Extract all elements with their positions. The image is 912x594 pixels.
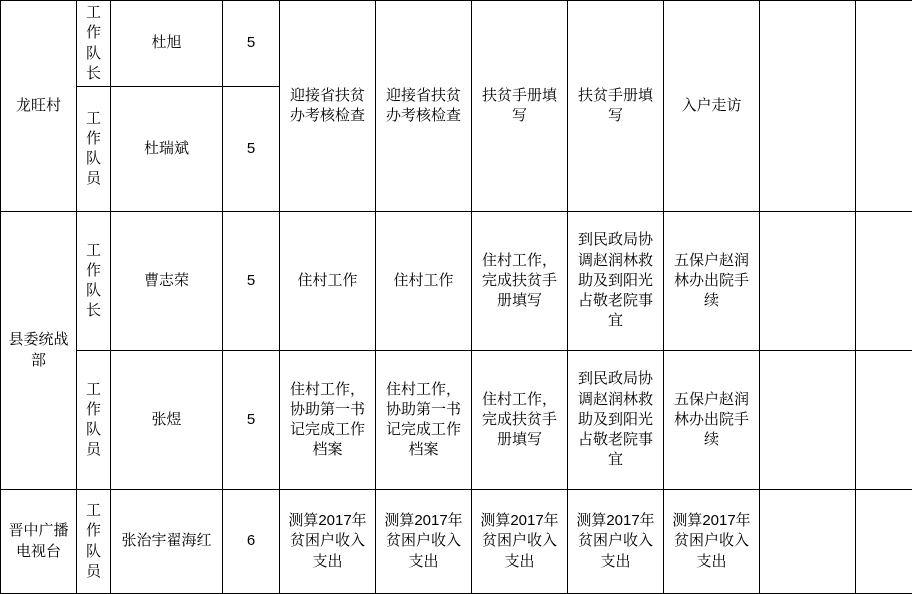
row-task-cell-1: 住村工作	[280, 212, 376, 351]
row-task-cell-5: 五保户赵润林办出院手续	[664, 212, 760, 351]
row-name-cell: 张煜	[111, 351, 223, 490]
table-row	[1, 490, 912, 594]
row-unit-cell: 龙旺村	[1, 1, 77, 212]
row-name-cell: 杜旭	[111, 1, 223, 87]
row-days-cell: 5	[223, 1, 280, 87]
row-task-cell-7	[856, 351, 912, 490]
row-task-cell-3: 住村工作，完成扶贫手册填写	[472, 351, 568, 490]
row-task-cell-3: 扶贫手册填写	[472, 1, 568, 212]
row-task-cell-2: 迎接省扶贫办考核检查	[376, 1, 472, 212]
row-role-cell: 工作队员	[77, 87, 111, 212]
row-days-cell: 5	[223, 351, 280, 490]
row-task-cell-3: 测算2017年贫困户收入支出	[472, 490, 568, 594]
row-task-cell-6	[760, 351, 856, 490]
row-task-cell-4: 到民政局协调赵润林救助及到阳光占敬老院事宜	[568, 351, 664, 490]
row-days-cell: 5	[223, 212, 280, 351]
row-task-cell-2: 测算2017年贫困户收入支出	[376, 490, 472, 594]
row-role-cell: 工作队长	[77, 1, 111, 87]
row-task-cell-2: 住村工作	[376, 212, 472, 351]
row-task-cell-6	[760, 212, 856, 351]
row-task-cell-1: 住村工作，协助第一书记完成工作档案	[280, 351, 376, 490]
row-task-cell-6	[760, 490, 856, 594]
row-unit-cell: 晋中广播电视台	[1, 490, 77, 594]
row-task-cell-5: 入户走访	[664, 1, 760, 212]
table-row	[1, 1, 912, 87]
row-task-cell-1: 测算2017年贫困户收入支出	[280, 490, 376, 594]
row-role-cell: 工作队长	[77, 212, 111, 351]
row-task-cell-7	[856, 1, 912, 212]
row-task-cell-4: 扶贫手册填写	[568, 1, 664, 212]
row-task-cell-4: 到民政局协调赵润林救助及到阳光占敬老院事宜	[568, 212, 664, 351]
row-role-cell: 工作队员	[77, 490, 111, 594]
table-row	[1, 212, 912, 351]
row-unit-cell: 县委统战部	[1, 212, 77, 490]
row-task-cell-4: 测算2017年贫困户收入支出	[568, 490, 664, 594]
row-name-cell: 杜瑞斌	[111, 87, 223, 212]
row-name-cell: 张治宇翟海红	[111, 490, 223, 594]
row-task-cell-1: 迎接省扶贫办考核检查	[280, 1, 376, 212]
row-name-cell: 曹志荣	[111, 212, 223, 351]
row-days-cell: 6	[223, 490, 280, 594]
table-row	[1, 351, 912, 490]
row-task-cell-2: 住村工作，协助第一书记完成工作档案	[376, 351, 472, 490]
row-role-cell: 工作队员	[77, 351, 111, 490]
row-days-cell: 5	[223, 87, 280, 212]
row-task-cell-5: 五保户赵润林办出院手续	[664, 351, 760, 490]
row-task-cell-3: 住村工作，完成扶贫手册填写	[472, 212, 568, 351]
row-task-cell-7	[856, 490, 912, 594]
row-task-cell-7	[856, 212, 912, 351]
row-task-cell-6	[760, 1, 856, 212]
row-task-cell-5: 测算2017年贫困户收入支出	[664, 490, 760, 594]
